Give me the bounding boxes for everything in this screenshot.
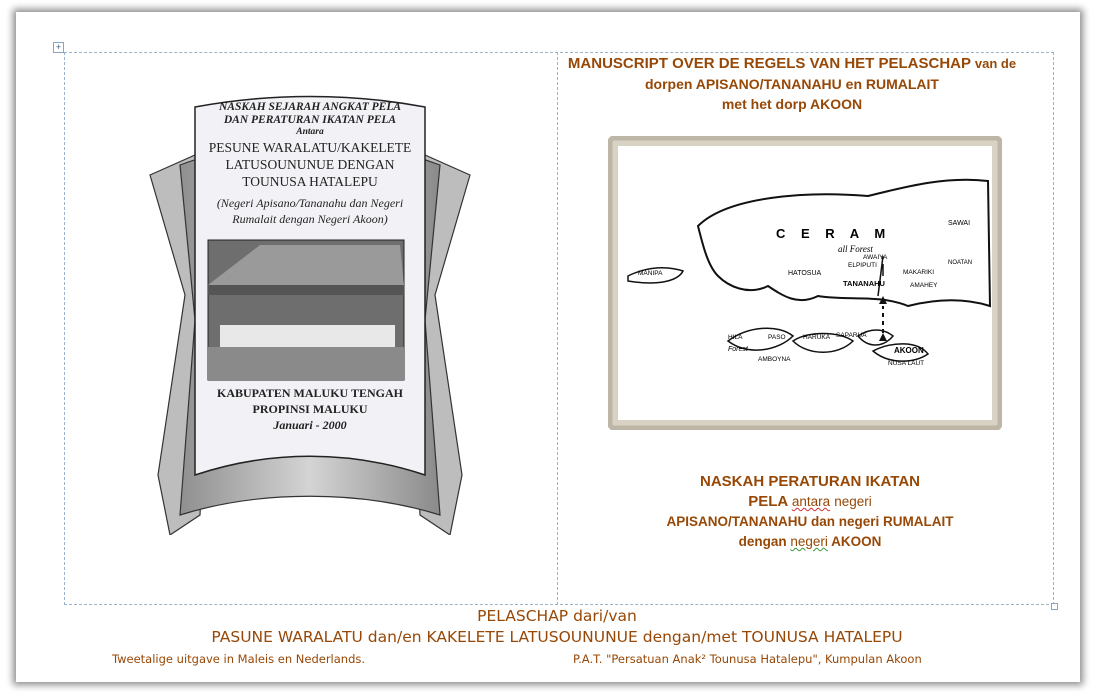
manuscript-line2: dorpen APISANO/TANANAHU en RUMALAIT — [645, 76, 939, 92]
map-forest-label: all Forest — [838, 244, 873, 254]
map-place-manipa: MANIPA — [638, 270, 663, 277]
cover-kabupaten: KABUPATEN MALUKU TENGAH — [216, 386, 403, 400]
footer-right-note: P.A.T. "Persatuan Anak² Tounusa Hatalepu", Kumpulan Akoon — [573, 652, 922, 666]
map-island-label: C E R A M — [776, 226, 892, 241]
naskah-heading — [600, 472, 1020, 552]
footer-line2: PASUNE WARALATU dan/en KAKELETE LATUSOUNUNUE dengan/met TOUNUSA HATALEPU — [211, 628, 903, 646]
cover-title-line2: DAN PERATURAN IKATAN PELA — [223, 114, 397, 126]
map-drawing — [608, 136, 1002, 430]
map-place-akoon: AKOON — [894, 346, 924, 355]
manuscript-line1: MANUSCRIPT OVER DE REGELS VAN HET PELASCHAP — [567, 55, 971, 72]
naskah-line4-akoon: AKOON — [827, 534, 882, 549]
manuscript-heading — [562, 54, 1022, 114]
map-place-saparua: SAPARUA — [836, 332, 867, 339]
table-move-handle-icon[interactable]: + — [53, 42, 64, 53]
map-place-makariki: MAKARIKI — [903, 269, 935, 276]
cover-names-line2: LATUSOUNUNUE DENGAN — [225, 157, 395, 172]
naskah-line2-antara: antara — [791, 494, 831, 509]
map-place-hila: HILA — [728, 334, 743, 341]
footer-line1: PELASCHAP dari/van — [477, 607, 637, 625]
map-place-haruka: HARUKA — [803, 334, 831, 341]
cover-propinsi: PROPINSI MALUKU — [252, 402, 368, 416]
cover-title-line1: NASKAH SEJARAH ANGKAT PELA — [218, 101, 402, 113]
naskah-line3: APISANO/TANANAHU dan negeri RUMALAIT — [666, 514, 954, 529]
ceram-map-image — [608, 136, 1002, 430]
map-place-amboyna: AMBOYNA — [758, 356, 791, 363]
map-place-hatosua: HATOSUA — [788, 270, 822, 277]
cover-antara: Antara — [296, 127, 324, 137]
map-place-awaiya: AWAIYA — [863, 254, 888, 261]
cover-date: Januari - 2000 — [273, 418, 347, 432]
map-place-sawai: SAWAI — [948, 220, 971, 227]
footer-left-note: Tweetalige uitgave in Maleis en Nederlands. — [112, 652, 366, 666]
manuscript-line3: met het dorp AKOON — [721, 96, 863, 112]
map-place-nusa-laut: NUSA LAUT — [888, 360, 925, 367]
cover-names-line1: PESUNE WARALATU/KAKELETE — [208, 140, 412, 155]
map-place-tananahu: TANANAHU — [843, 279, 885, 288]
table-column-divider — [557, 52, 558, 605]
manuscript-line1-tail: van de — [974, 56, 1017, 71]
naskah-line2-pela: PELA — [748, 493, 788, 510]
map-place-paso: PASO — [768, 334, 786, 341]
naskah-line2-negeri: negeri — [834, 494, 872, 509]
cover-names-line3: TOUNUSA HATALEPU — [242, 174, 378, 189]
map-place-noatan: NOATAN — [948, 260, 973, 266]
map-place-amahey: AMAHEY — [910, 282, 938, 289]
book-cover-image — [140, 95, 480, 535]
map-place-forest: Forest — [728, 346, 748, 353]
cover-sub-line2: Rumalait dengan Negeri Akoon) — [232, 212, 388, 226]
cover-sub-line1: (Negeri Apisano/Tananahu dan Negeri — [216, 196, 404, 210]
naskah-line4-negeri: negeri — [790, 534, 828, 549]
naskah-line1: NASKAH PERATURAN IKATAN — [700, 473, 920, 490]
table-resize-handle[interactable] — [1051, 603, 1058, 610]
naskah-line4-dengan: dengan — [738, 534, 787, 549]
map-place-elpiputi: ELPIPUTI — [848, 262, 877, 269]
